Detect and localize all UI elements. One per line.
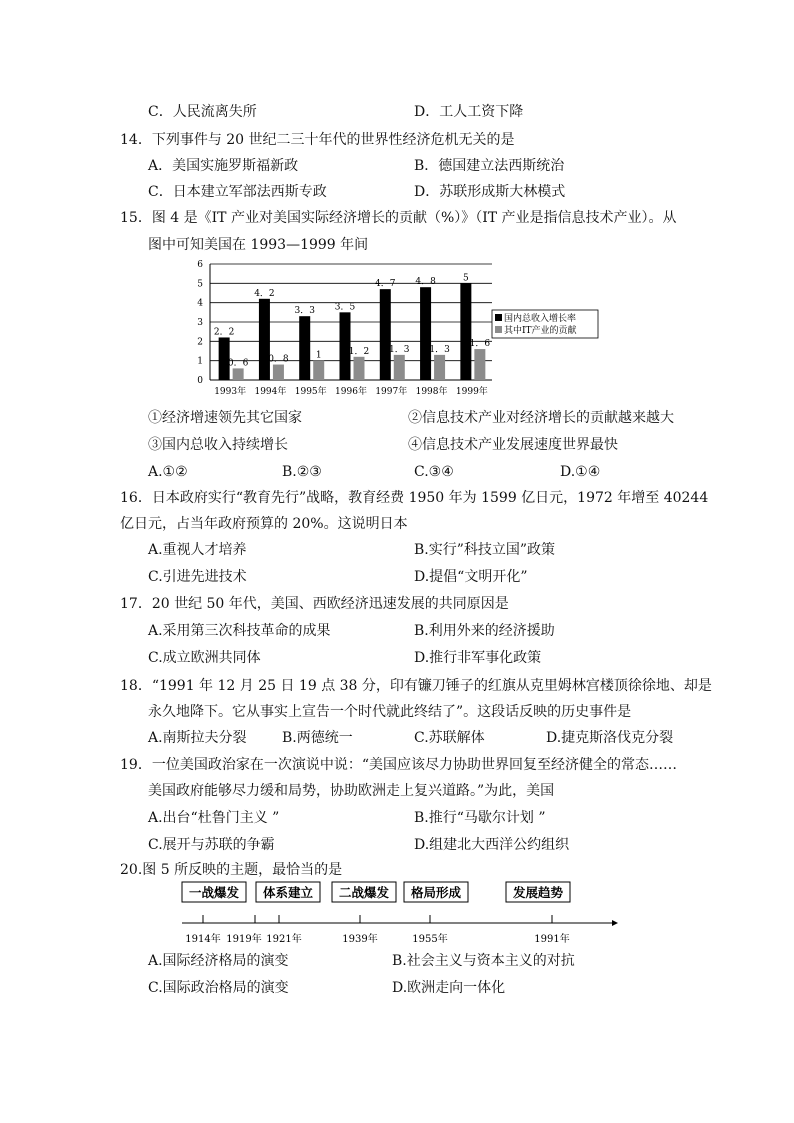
x-tick-label: 1993年 — [214, 387, 247, 397]
q14-option-a: A．美国实施罗斯福新政 — [148, 158, 299, 174]
q20-option-a: A.国际经济格局的演变 — [148, 953, 289, 969]
q16-stem-line2: 亿日元，占当年政府预算的 20%。这说明日本 — [120, 516, 408, 532]
q18-option-d: D.捷克斯洛伐克分裂 — [546, 730, 674, 746]
q16-option-c: C.引进先进技术 — [148, 569, 247, 585]
y-tick-label: 6 — [197, 260, 203, 270]
q19-option-b: B.推行“马歇尔计划 ” — [414, 810, 546, 826]
q18-option-c: C.苏联解体 — [414, 730, 485, 746]
legend-label: 其中IT产业的贡献 — [504, 326, 577, 336]
data-label: 1．6 — [469, 339, 491, 350]
figure-5-timeline — [176, 878, 620, 950]
q13-option-d: D．工人工资下降 — [414, 104, 524, 120]
y-tick-label: 0 — [197, 376, 203, 386]
q15-statement-4: ④信息技术产业发展速度世界最快 — [408, 437, 618, 453]
q17-option-d: D.推行非军事化政策 — [414, 650, 542, 666]
q16-option-d: D.提倡“文明开化” — [414, 569, 528, 585]
timeline-year: 1991年 — [534, 934, 570, 945]
data-label: 3．3 — [294, 306, 315, 317]
bar-it-contribution — [474, 349, 485, 380]
bar-it-contribution — [233, 368, 244, 380]
y-tick-label: 2 — [197, 337, 203, 348]
q18-stem-line1: 18．“1991 年 12 月 25 日 19 点 38 分，印有镰刀锤子的红旗从克里姆林宫楼顶徐徐地、却是 — [120, 678, 712, 694]
timeline-box: 格局形成 — [410, 885, 462, 900]
data-label: 4．7 — [375, 279, 396, 290]
bar-it-contribution — [434, 355, 445, 380]
q14-option-d: D．苏联形成斯大林模式 — [414, 184, 566, 200]
q20-option-d: D.欧洲走向一体化 — [392, 980, 506, 996]
q14-option-c: C．日本建立军部法西斯专政 — [148, 184, 327, 200]
q15-option-a: A.①② — [148, 464, 188, 480]
q14-stem: 14．下列事件与 20 世纪二三十年代的世界性经济危机无关的是 — [120, 132, 515, 148]
data-label: 1．3 — [429, 344, 450, 355]
bar-growth-rate — [460, 283, 471, 380]
q15-option-d: D.①④ — [560, 464, 601, 480]
timeline-year: 1921年 — [266, 934, 302, 945]
q17-stem: 17．20 世纪 50 年代，美国、西欧经济迅速发展的共同原因是 — [120, 596, 509, 612]
x-tick-label: 1994年 — [254, 387, 287, 397]
figure-4-bar-chart — [196, 258, 606, 400]
y-tick-label: 5 — [197, 279, 203, 290]
q17-option-b: B.利用外来的经济援助 — [414, 623, 555, 639]
q15-statement-1: ①经济增速领先其它国家 — [148, 410, 302, 426]
timeline-year: 1939年 — [342, 934, 378, 945]
data-label: 4．2 — [254, 288, 275, 299]
bar-growth-rate — [420, 287, 431, 380]
bar-it-contribution — [313, 361, 324, 380]
data-label: 4．8 — [415, 277, 436, 288]
q15-option-c: C.③④ — [414, 464, 454, 480]
q15-option-b: B.②③ — [282, 464, 322, 480]
data-label: 0．8 — [268, 354, 289, 365]
q14-option-b: B．德国建立法西斯统治 — [414, 158, 565, 174]
q16-option-a: A.重视人才培养 — [148, 542, 247, 558]
q18-option-a: A.南斯拉夫分裂 — [148, 730, 247, 746]
q18-option-b: B.两德统一 — [282, 730, 353, 746]
x-tick-label: 1998年 — [415, 387, 448, 397]
timeline-year: 1955年 — [412, 934, 448, 945]
q15-statement-3: ③国内总收入持续增长 — [148, 437, 288, 453]
q20-stem: 20.图 5 所反映的主题，最恰当的是 — [120, 862, 343, 878]
y-tick-label: 3 — [197, 318, 203, 328]
bar-it-contribution — [354, 357, 365, 380]
q19-option-a: A.出台“杜鲁门主义 ” — [148, 810, 280, 826]
timeline-box: 发展趋势 — [512, 885, 564, 900]
x-tick-label: 1997年 — [375, 387, 408, 397]
timeline-box: 二战爆发 — [338, 885, 390, 900]
bar-growth-rate — [299, 316, 310, 380]
q16-stem-line1: 16．日本政府实行“教育先行”战略，教育经费 1950 年为 1599 亿日元，1972 年增至 40244 — [120, 490, 709, 506]
q17-option-c: C.成立欧洲共同体 — [148, 650, 261, 666]
bar-it-contribution — [273, 365, 284, 380]
q20-option-b: B.社会主义与资本主义的对抗 — [392, 953, 575, 969]
q19-stem-line1: 19．一位美国政治家在一次演说中说：“美国应该尽力协助世界回复至经济健全的常态…… — [120, 757, 677, 773]
bar-growth-rate — [380, 289, 391, 380]
timeline-box: 体系建立 — [262, 885, 314, 900]
timeline-year: 1919年 — [226, 934, 262, 945]
timeline-year: 1914年 — [185, 934, 221, 945]
q19-option-c: C.展开与苏联的争霸 — [148, 837, 275, 853]
bar-it-contribution — [394, 355, 405, 380]
q19-option-d: D.组建北大西洋公约组织 — [414, 837, 570, 853]
data-label: 0．6 — [227, 358, 249, 369]
timeline-box: 一战爆发 — [188, 885, 240, 900]
legend-swatch — [495, 326, 502, 333]
bar-growth-rate — [259, 299, 270, 380]
q16-option-b: B.实行”科技立国”政策 — [414, 542, 556, 558]
q17-option-a: A.采用第三次科技革命的成果 — [148, 623, 331, 639]
q15-statement-2: ②信息技术产业对经济增长的贡献越来越大 — [408, 410, 674, 426]
data-label: 1．2 — [348, 346, 370, 357]
data-label: 2．2 — [213, 327, 235, 338]
x-tick-label: 1996年 — [335, 387, 367, 397]
y-tick-label: 4 — [197, 298, 203, 309]
q15-stem-line1: 15．图 4 是《IT 产业对美国实际经济增长的贡献（%）》（IT 产业是指信息技术产业）。从 — [120, 210, 677, 226]
q15-stem-line2: 图中可知美国在 1993—1999 年间 — [148, 237, 369, 253]
legend-swatch — [495, 314, 502, 321]
data-label: 5 — [462, 273, 469, 284]
q19-stem-line2: 美国政府能够尽力缓和局势，协助欧洲走上复兴道路。”为此，美国 — [148, 783, 555, 799]
q20-option-c: C.国际政治格局的演变 — [148, 980, 289, 996]
x-tick-label: 1999年 — [455, 387, 488, 397]
data-label: 1 — [315, 350, 322, 361]
timeline-arrow-icon — [612, 920, 618, 926]
q13-option-c: C．人民流离失所 — [148, 104, 257, 120]
data-label: 1．3 — [389, 344, 410, 355]
q18-stem-line2: 永久地降下。它从事实上宣告一个时代就此终结了”。这段话反映的历史事件是 — [148, 704, 632, 720]
y-tick-label: 1 — [197, 356, 203, 367]
data-label: 3．5 — [334, 302, 356, 313]
x-tick-label: 1995年 — [294, 387, 327, 397]
legend-label: 国内总收入增长率 — [504, 314, 577, 324]
